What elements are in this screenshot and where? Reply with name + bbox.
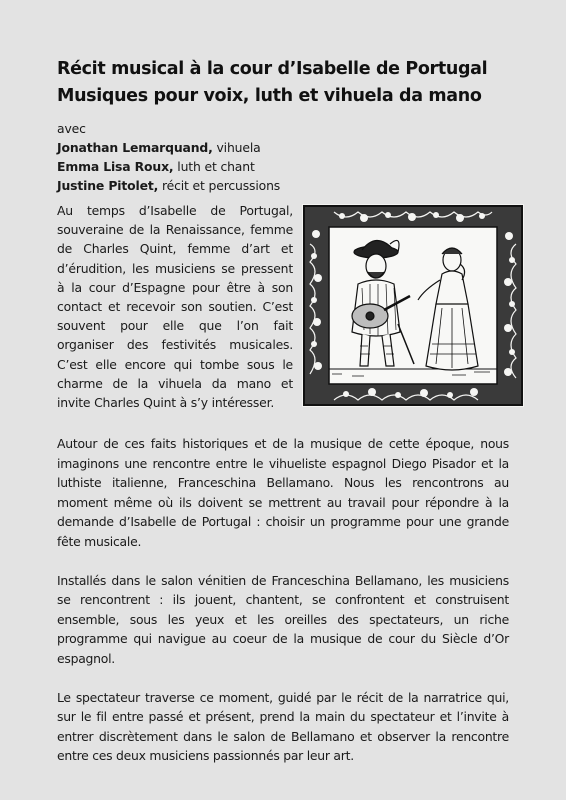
performer-name: Justine Pitolet, xyxy=(57,178,159,193)
renaissance-woodcut-icon xyxy=(302,204,524,407)
performer-name: Emma Lisa Roux, xyxy=(57,159,174,174)
woodcut-illustration xyxy=(302,204,524,407)
performer-role: récit et percussions xyxy=(158,178,281,193)
paragraph: Installés dans le salon vénitien de Franceschina Bellamano, les musiciens se rencontrent : ils jouent, chantent, se confrontent et construisent ensemble, sous les yeux et les oreilles des spectateurs, un riche programme qui navigue au coeur de la musique de cour du Siècle d’Or espagnol. xyxy=(57,572,509,666)
title-line-2: Musiques pour voix, luth et vihuela da mano xyxy=(57,86,482,106)
performer-name: Jonathan Lemarquand, xyxy=(57,140,213,155)
credits-intro: avec xyxy=(57,121,86,136)
performer-role: vihuela xyxy=(212,140,261,155)
performer-row xyxy=(57,176,527,195)
paragraph: Le spectateur traverse ce moment, guidé par le récit de la narratrice qui, sur le fil entre passé et présent, prend la main du spectateur et l’invite à entrer discrètement dans le salon de Bellamano et observer la rencontre entre ces deux musiciens passionnés par leur art. xyxy=(57,689,509,763)
body-text xyxy=(57,434,509,785)
lead-paragraph: Au temps d’Isabelle de Portugal, souveraine de la Renaissance, femme de Charles Quint, femme d’art et d’érudition, les musiciens se pressent à la cour d’Espagne pour être à son contact et recevoir son soutien. C’est souvent pour elle que l’on fait organiser des festivités musicales. C’est elle encore qui tombe sous le charme de la vihuela da mano et invite Charles Quint à s’y intéresser. xyxy=(57,203,293,411)
performer-row xyxy=(57,157,527,176)
title-line-1: Récit musical à la cour d’Isabelle de Portugal xyxy=(57,59,488,79)
paragraph: Autour de ces faits historiques et de la musique de cette époque, nous imaginons une rencontre entre le vihueliste espagnol Diego Pisador et la luthiste italienne, Franceschina Bellamano. Nous les rencontrons au moment même où ils doivent se mettrent au travail pour répondre à la demande d’Isabelle de Portugal : choisir un programme pour une grande fête musicale. xyxy=(57,436,509,549)
document-title xyxy=(57,56,527,110)
performer-role: luth et chant xyxy=(173,159,255,174)
performer-row xyxy=(57,138,527,157)
credits xyxy=(57,119,527,195)
